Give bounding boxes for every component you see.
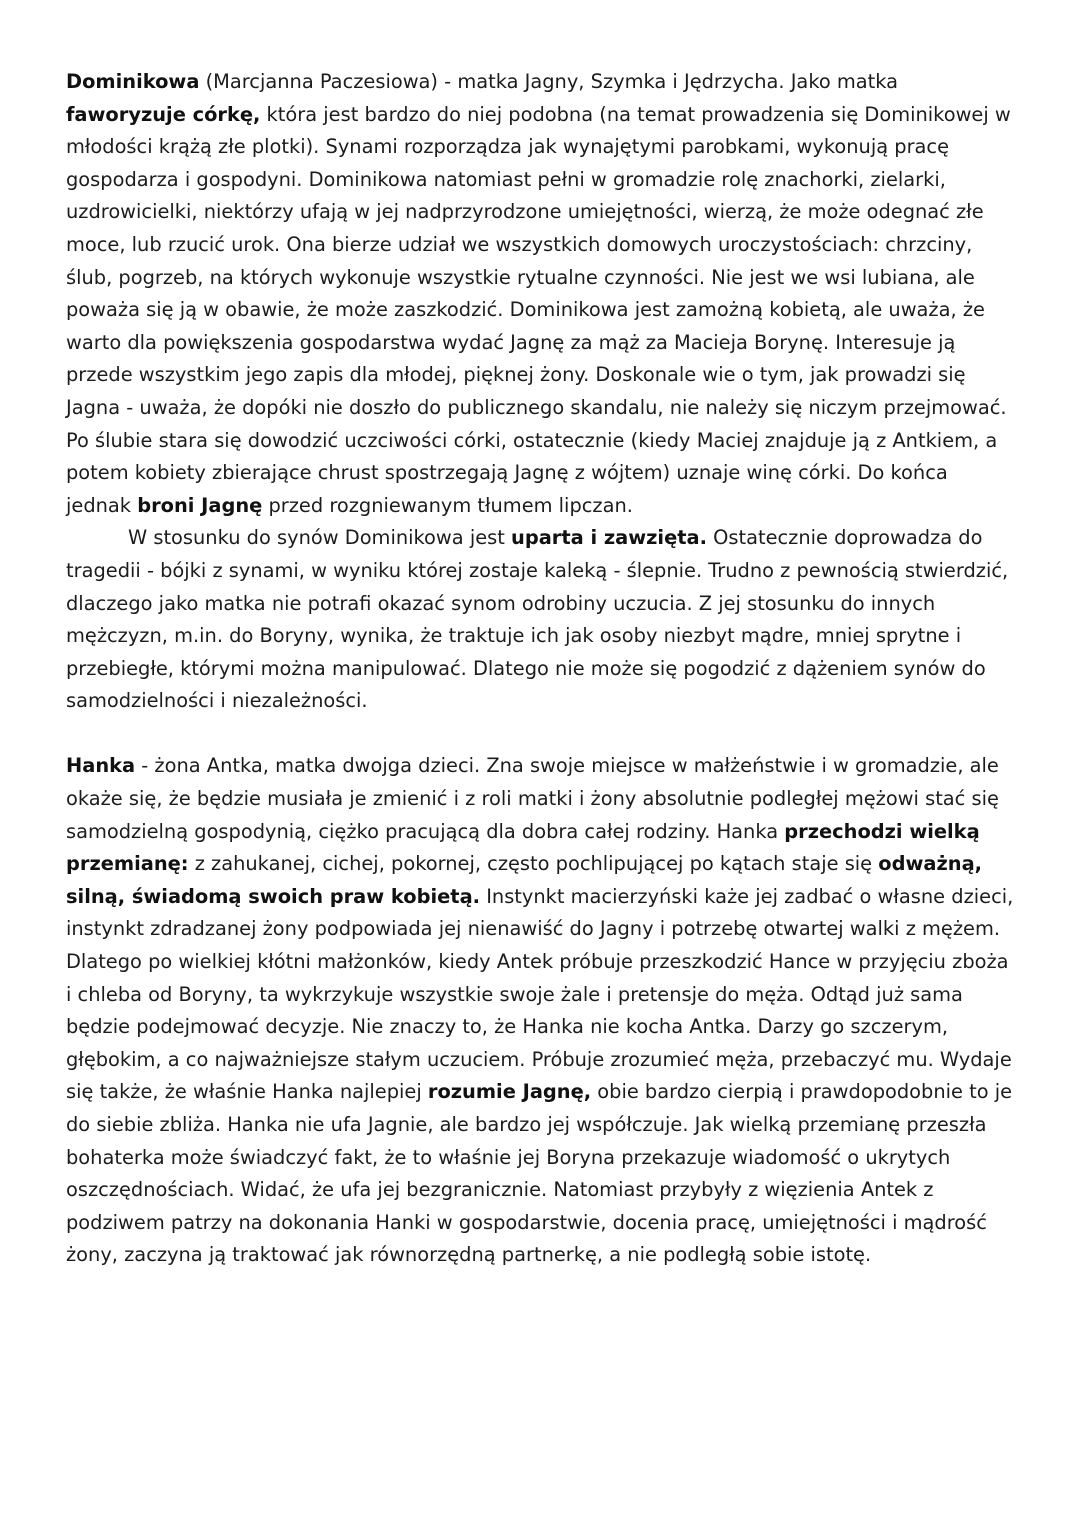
text-segment: W stosunku do synów Dominikowa jest — [128, 526, 512, 550]
bold-phrase: rozumie Jagnę, — [427, 1080, 592, 1104]
bold-phrase: faworyzuje córkę, — [66, 102, 261, 126]
text-segment: (Marcjanna Paczesiowa) - matka Jagny, Szymka i Jędrzycha. Jako matka — [199, 70, 899, 93]
text-segment: przed rozgniewanym tłumem lipczan. — [262, 493, 633, 517]
text-segment: Ostatecznie doprowadza do tragedii - bójki z synami, w wyniku której zostaje kaleką - ślepnie. Trudno z pewnością stwierdzić, dlaczego jako matka nie potrafi okazać synom odrobiny uczucia. Z jej stosunku do innych mężczyzn, m.in. do Boryny, wynika, że traktuje ich jak osoby niezbyt mądre, mniej sprytne i przebiegłe, którymi można manipulować. Dlatego nie może się pogodzić z dążeniem synów do samodzielności i niezależności. — [66, 526, 1009, 713]
paragraph-dominikowa-sons — [66, 522, 1018, 718]
paragraph-hanka — [66, 750, 1018, 1272]
bold-phrase: przechodzi wielką przemianę: — [66, 819, 980, 876]
document-page — [66, 66, 1018, 1272]
text-segment: z zahukanej, cichej, pokornej, często pochlipującej po kątach staje się — [188, 852, 879, 876]
bold-phrase: odważną, silną, świadomą swoich praw kobietą. — [66, 852, 983, 908]
character-name-hanka: Hanka — [66, 754, 136, 778]
text-segment: - żona Antka, matka dwojga dzieci. Zna swoje miejsce w małżeństwie i w gromadzie, ale okaże się, że będzie musiała je zmienić i z roli matki i żony absolutnie podległej mężowi stać się samodzielną gospodynią, ciężko pracującą dla dobra całej rodziny. Hanka — [66, 754, 999, 843]
bold-phrase: broni Jagnę — [137, 493, 263, 517]
text-segment: która jest bardzo do niej podobna (na temat prowadzenia się Dominikowej w młodości krążą złe plotki). Synami rozporządza jak wynajętymi parobkami, wykonują pracę gospodarza i gospodyni. Dominikowa natomiast pełni w gromadzie rolę znachorki, zielarki, uzdrowicielki, niektórzy ufają w jej nadprzyrodzone umiejętności, wierzą, że może odegnać złe moce, lub rzucić urok. Ona bierze udział we wszystkich domowych uroczystościach: chrzciny, ślub, pogrzeb, na których wykonuje wszystkie rytualne czynności. Nie jest we wsi lubiana, ale poważa się ją w obawie, że może zaszkodzić. Dominikowa jest zamożną kobietą, ale uważa, że warto dla powiększenia gospodarstwa wydać Jagnę za mąż za Macieja Borynę. Interesuje ją przede wszystkim jego zapis dla młodej, pięknej żony. Doskonale wie o tym, jak prowadzi się Jagna - uważa, że dopóki nie doszło do publicznego skandalu, nie należy się niczym przejmować. Po ślubie stara się dowodzić uczciwości córki, ostatecznie (kiedy Maciej znajduje ją z Antkiem, a potem kobiety zbierające chrust spostrzegają Jagnę z wójtem) uznaje winę córki. Do końca jednak — [66, 102, 1011, 517]
character-name-dominikowa: Dominikowa — [66, 70, 200, 93]
text-segment: obie bardzo cierpią i prawdopodobnie to je do siebie zbliża. Hanka nie ufa Jagnie, ale bardzo jej współczuje. Jak wielką przemianę przeszła bohaterka może świadczyć fakt, że to właśnie jej Boryna przekazuje wiadomość o ukrytych oszczędnościach. Widać, że ufa jej bezgranicznie. Natomiast przybyły z więzienia Antek z podziwem patrzy na dokonania Hanki w gospodarstwie, docenia pracę, umiejętności i mądrość żony, zaczyna ją traktować jak równorzędną partnerkę, a nie podległą sobie istotę. — [66, 1080, 1013, 1267]
paragraph-dominikowa — [66, 66, 1018, 522]
bold-phrase: uparta i zawzięta. — [511, 526, 707, 550]
text-segment: Instynkt macierzyński każe jej zadbać o własne dzieci, instynkt zdradzanej żony podpowiada jej nienawiść do Jagny i potrzebę otwartej walki z mężem. Dlatego po wielkiej kłótni małżonków, kiedy Antek próbuje przeszkodzić Hance w przyjęciu zboża i chleba od Boryny, ta wykrzykuje wszystkie swoje żale i pretensje do męża. Odtąd już sama będzie podejmować decyzje. Nie znaczy to, że Hanka nie kocha Antka. Darzy go szczerym, głębokim, a co najważniejsze stałym uczuciem. Próbuje zrozumieć męża, przebaczyć mu. Wydaje się także, że właśnie Hanka najlepiej — [66, 884, 1014, 1104]
